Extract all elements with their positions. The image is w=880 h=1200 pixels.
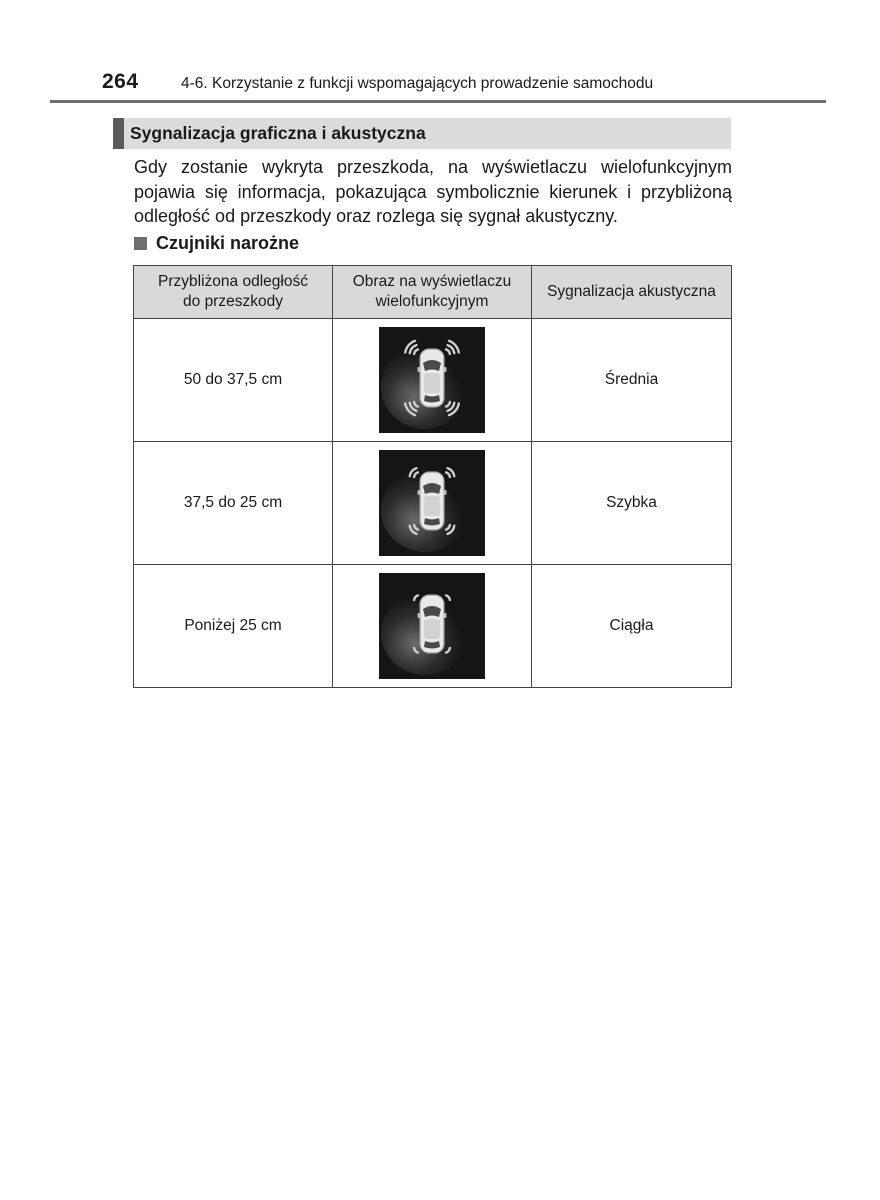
header-display: [333, 266, 532, 319]
sound-cell: Średnia: [532, 319, 732, 442]
car-top-view-icon: [418, 595, 447, 653]
section-title-bar: [113, 118, 731, 149]
sound-cell: Szybka: [532, 442, 732, 565]
sensor-distance-table: [133, 265, 732, 688]
header-distance-line2: do przeszkody: [183, 293, 283, 310]
parking-sensor-display-icon: [379, 327, 485, 433]
parking-sensor-display-icon: [379, 573, 485, 679]
section-title: Sygnalizacja graficzna i akustyczna: [130, 123, 426, 143]
subheading: [134, 233, 299, 254]
page-number: 264: [102, 70, 139, 93]
parking-sensor-display-icon: [379, 450, 485, 556]
running-header: 4-6. Korzystanie z funkcji wspomagających prowadzenie samochodu: [181, 75, 654, 92]
distance-cell: 37,5 do 25 cm: [134, 442, 333, 565]
display-cell: [333, 565, 532, 688]
sound-cell: Ciągła: [532, 565, 732, 688]
header-display-line1: Obraz na wyświetlaczu: [352, 273, 512, 290]
distance-cell: Poniżej 25 cm: [134, 565, 333, 688]
table-header-row: [134, 266, 732, 319]
header-display-line2: wielofunkcyjnym: [375, 293, 489, 310]
table-row: [134, 565, 732, 688]
header-sound: Sygnalizacja akustyczna: [532, 266, 732, 319]
header-distance-line1: Przybliżona odległość: [158, 273, 308, 290]
distance-cell: 50 do 37,5 cm: [134, 319, 333, 442]
section-accent: [113, 118, 124, 149]
car-top-view-icon: [418, 472, 447, 530]
square-bullet-icon: [134, 237, 147, 250]
car-top-view-icon: [418, 349, 447, 407]
table-row: [134, 319, 732, 442]
subheading-text: Czujniki narożne: [156, 233, 300, 253]
display-cell: [333, 319, 532, 442]
table-row: [134, 442, 732, 565]
body-paragraph: Gdy zostanie wykryta przeszkoda, na wyświetlaczu wielofunkcyjnym pojawia się informacja, pokazująca symbolicznie kierunek i przybliżoną odległość od przeszkody oraz rozlega się sygnał akustyczny.: [134, 157, 732, 226]
header-rule: [50, 100, 826, 103]
display-cell: [333, 442, 532, 565]
header-distance: [134, 266, 333, 319]
